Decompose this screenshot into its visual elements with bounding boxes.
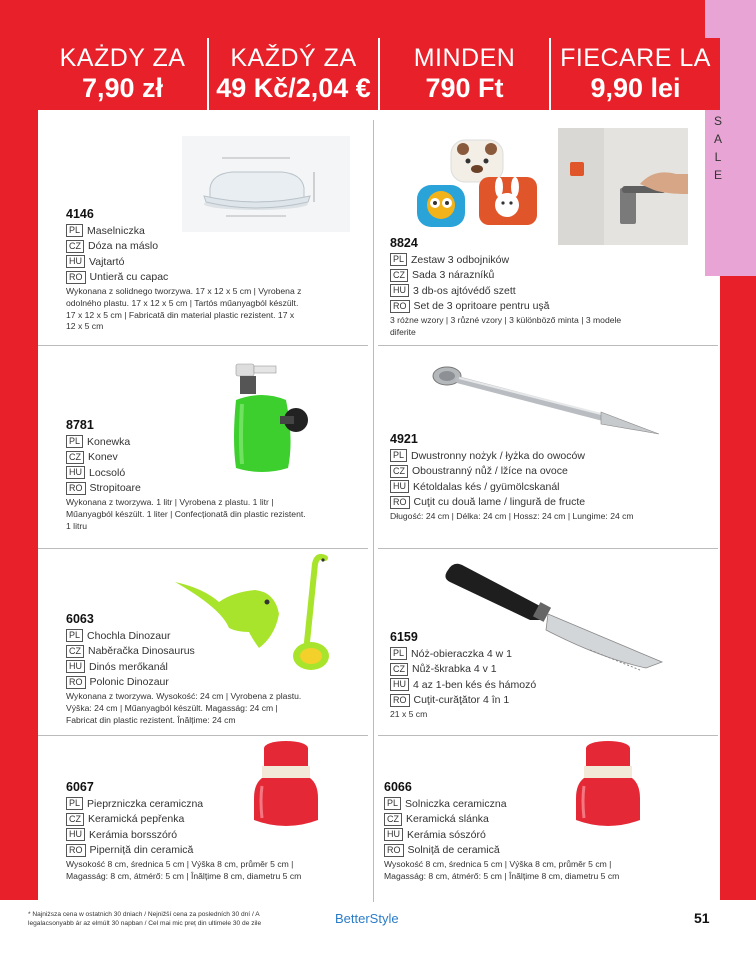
product-name: Zestaw 3 odbojników bbox=[411, 253, 510, 266]
row-divider bbox=[38, 735, 368, 736]
row-divider bbox=[38, 548, 368, 549]
product-name: Oboustranný nůž / lžíce na ovoce bbox=[412, 465, 568, 478]
name-row bbox=[384, 812, 632, 828]
column-divider bbox=[373, 120, 374, 902]
product-6159 bbox=[390, 630, 640, 721]
name-row bbox=[390, 479, 640, 495]
sale-letter: L bbox=[714, 150, 722, 164]
product-name: Konev bbox=[88, 451, 118, 464]
name-row bbox=[66, 481, 306, 497]
product-name: Cuţit-curăţător 4 în 1 bbox=[413, 694, 510, 707]
product-name: Piperniță din ceramică bbox=[89, 844, 194, 857]
name-row bbox=[66, 675, 310, 691]
product-code: 6159 bbox=[390, 630, 418, 644]
product-name: Sada 3 nárazníků bbox=[412, 269, 495, 282]
name-row bbox=[390, 283, 640, 299]
name-row bbox=[66, 796, 310, 812]
lang-tag: PL bbox=[66, 435, 83, 448]
price-value: 7,90 zł bbox=[81, 73, 164, 103]
sale-letter: E bbox=[713, 168, 722, 182]
lang-tag: RO bbox=[66, 482, 86, 495]
name-row bbox=[384, 827, 632, 843]
sale-letter: S bbox=[713, 114, 722, 128]
door-stoppers-image bbox=[413, 135, 548, 235]
product-description: Wysokość 8 cm, średnica 5 cm | Výška 8 cm, průměr 5 cm | Magasság: 8 cm, átmérő: 5 cm | Înălțime 8 cm, diametru 5 cm bbox=[66, 859, 302, 881]
price-label: MINDEN bbox=[413, 44, 516, 72]
product-name: Chochla Dinozaur bbox=[87, 629, 171, 642]
lang-tag: CZ bbox=[384, 813, 402, 826]
price-value: 9,90 lei bbox=[590, 73, 681, 103]
product-name: Kétoldalas kés / gyümölcskanál bbox=[413, 480, 560, 493]
product-code: 6063 bbox=[66, 612, 94, 626]
lang-tag: CZ bbox=[66, 240, 84, 253]
lang-tag: CZ bbox=[66, 451, 84, 464]
product-name: Nóż-obieraczka 4 w 1 bbox=[411, 647, 512, 660]
lang-tag: PL bbox=[390, 647, 407, 660]
price-value: 790 Ft bbox=[425, 73, 504, 103]
name-row bbox=[66, 827, 310, 843]
row-divider bbox=[38, 345, 368, 346]
name-row bbox=[390, 268, 640, 284]
product-name: Konewka bbox=[87, 435, 131, 448]
name-row bbox=[66, 644, 310, 660]
lang-tag: CZ bbox=[66, 645, 84, 658]
lang-tag: HU bbox=[66, 828, 85, 841]
footer-area bbox=[0, 900, 756, 958]
product-4921 bbox=[390, 432, 640, 523]
product-code: 4146 bbox=[66, 207, 94, 221]
name-row bbox=[390, 693, 640, 709]
lang-tag: PL bbox=[384, 797, 401, 810]
product-6067 bbox=[66, 780, 310, 883]
lang-tag: PL bbox=[66, 629, 83, 642]
name-row bbox=[66, 270, 306, 286]
product-name: Vajtartó bbox=[89, 255, 125, 268]
product-8824 bbox=[390, 236, 640, 339]
product-code: 4921 bbox=[390, 432, 418, 446]
name-row bbox=[66, 465, 306, 481]
lang-tag: HU bbox=[66, 255, 85, 268]
lang-tag: PL bbox=[66, 797, 83, 810]
row-divider bbox=[378, 345, 718, 346]
price-value: 49 Kč/2,04 € bbox=[216, 73, 371, 103]
name-row bbox=[66, 628, 310, 644]
product-name: Solniczka ceramiczna bbox=[405, 797, 507, 810]
price-label: FIECARE LA bbox=[560, 44, 711, 72]
name-row bbox=[390, 495, 640, 511]
price-label: KAŽDÝ ZA bbox=[230, 44, 357, 72]
name-row bbox=[66, 843, 310, 859]
lang-tag: PL bbox=[66, 224, 83, 237]
lang-tag: RO bbox=[390, 694, 410, 707]
price-header bbox=[38, 38, 720, 110]
product-description: Wykonana z tworzywa. 1 litr | Vyrobena z plastu. 1 litr | Műanyagból készült. 1 liter | Confecționată din plastic rezistent. 1 litru bbox=[66, 497, 306, 531]
row-divider bbox=[378, 548, 718, 549]
product-name: Dóza na máslo bbox=[88, 240, 159, 253]
lang-tag: HU bbox=[390, 480, 409, 493]
name-row bbox=[66, 450, 306, 466]
name-row bbox=[384, 796, 632, 812]
product-description: Wykonana z tworzywa. Wysokość: 24 cm | Vyrobena z plastu. Výška: 24 cm | Műanyagból készült. Magasság: 24 cm | Fabricat din plastic rezistent. Înălțime: 24 cm bbox=[66, 691, 302, 725]
product-name: Untieră cu capac bbox=[89, 271, 169, 284]
product-description: 21 x 5 cm bbox=[390, 709, 428, 719]
sale-letter: A bbox=[713, 132, 722, 146]
melon-baller-image bbox=[425, 362, 665, 442]
name-row bbox=[390, 677, 640, 693]
price-cell-hu bbox=[378, 38, 549, 110]
lang-tag: RO bbox=[384, 844, 404, 857]
product-8781 bbox=[66, 418, 306, 532]
product-description: 3 różne wzory | 3 různé vzory | 3 különböző minta | 3 modele diferite bbox=[390, 315, 622, 337]
lang-tag: PL bbox=[390, 449, 407, 462]
lang-tag: HU bbox=[384, 828, 403, 841]
footnote: * Najniższa cena w ostatnich 30 dniach / Nejnižší cena za posledních 30 dní / A legalacsonyabb ár az elmúlt 30 napban / Cel mai mic preț din ultimele 30 de zile bbox=[28, 911, 262, 927]
name-row bbox=[390, 646, 640, 662]
product-name: Dwustronny nożyk / łyżka do owoców bbox=[411, 449, 585, 462]
product-name: Keramická pepřenka bbox=[88, 813, 185, 826]
brand-name: BetterStyle bbox=[335, 911, 399, 926]
page-number: 51 bbox=[694, 910, 710, 926]
lang-tag: RO bbox=[66, 844, 86, 857]
name-row bbox=[390, 662, 640, 678]
product-name: Pieprzniczka ceramiczna bbox=[87, 797, 204, 810]
name-row bbox=[390, 464, 640, 480]
lang-tag: RO bbox=[66, 271, 86, 284]
door-photo-image bbox=[558, 128, 688, 245]
product-name: 4 az 1-ben kés és hámozó bbox=[413, 678, 537, 691]
product-description: Wykonana z solidnego tworzywa. 17 x 12 x 5 cm | Vyrobena z odolného plastu. 17 x 12 x 5 cm | Tartós műanyagból készült. 17 x 12 x 5 cm | Fabricată din material plastic rezistent. 17 x 12 x 5 cm bbox=[66, 286, 302, 332]
product-name: Dinós merőkanál bbox=[89, 660, 168, 673]
product-name: 3 db-os ajtóvédő szett bbox=[413, 284, 516, 297]
price-cell-cz bbox=[207, 38, 378, 110]
lang-tag: PL bbox=[390, 253, 407, 266]
lang-tag: CZ bbox=[390, 269, 408, 282]
sale-label bbox=[712, 112, 724, 184]
lang-tag: HU bbox=[390, 678, 409, 691]
name-row bbox=[66, 239, 306, 255]
product-6063 bbox=[66, 612, 310, 726]
name-row bbox=[384, 843, 632, 859]
product-description: Długość: 24 cm | Délka: 24 cm | Hossz: 24 cm | Lungime: 24 cm bbox=[390, 511, 634, 521]
product-name: Kerámia sószóró bbox=[407, 828, 486, 841]
product-name: Naběračka Dinosaurus bbox=[88, 645, 195, 658]
product-code: 8781 bbox=[66, 418, 94, 432]
lang-tag: RO bbox=[66, 676, 86, 689]
name-row bbox=[66, 254, 306, 270]
product-name: Locsoló bbox=[89, 466, 126, 479]
product-description: Wysokość 8 cm, średnica 5 cm | Výška 8 cm, průměr 5 cm | Magasság: 8 cm, átmérő: 5 cm | Înălțime 8 cm, diametru 5 cm bbox=[384, 859, 620, 881]
name-row bbox=[66, 659, 310, 675]
product-name: Polonic Dinozaur bbox=[89, 676, 169, 689]
name-row bbox=[390, 252, 640, 268]
product-4146 bbox=[66, 207, 306, 333]
name-row bbox=[390, 299, 640, 315]
name-row bbox=[66, 223, 306, 239]
brand-logo bbox=[335, 911, 399, 926]
product-code: 6067 bbox=[66, 780, 94, 794]
product-name: Kerámia borsszóró bbox=[89, 828, 178, 841]
name-row bbox=[66, 812, 310, 828]
product-name: Nůž-škrabka 4 v 1 bbox=[412, 663, 497, 676]
lang-tag: RO bbox=[390, 496, 410, 509]
lang-tag: CZ bbox=[66, 813, 84, 826]
product-code: 8824 bbox=[390, 236, 418, 250]
lang-tag: CZ bbox=[390, 663, 408, 676]
lang-tag: HU bbox=[66, 660, 85, 673]
product-6066 bbox=[384, 780, 632, 883]
price-cell-pl bbox=[38, 38, 207, 110]
product-name: Keramická slánka bbox=[406, 813, 489, 826]
name-row bbox=[66, 434, 306, 450]
product-code: 6066 bbox=[384, 780, 412, 794]
product-name: Cuţit cu două lame / lingură de fructe bbox=[413, 496, 586, 509]
price-label: KAŻDY ZA bbox=[59, 44, 186, 72]
row-divider bbox=[378, 735, 718, 736]
product-name: Stropitoare bbox=[89, 482, 141, 495]
name-row bbox=[390, 448, 640, 464]
lang-tag: HU bbox=[390, 284, 409, 297]
product-name: Solniță de ceramică bbox=[407, 844, 500, 857]
price-cell-ro bbox=[549, 38, 720, 110]
lang-tag: HU bbox=[66, 466, 85, 479]
lang-tag: RO bbox=[390, 300, 410, 313]
lang-tag: CZ bbox=[390, 465, 408, 478]
product-name: Maselniczka bbox=[87, 224, 145, 237]
product-name: Set de 3 opritoare pentru uşă bbox=[413, 300, 550, 313]
